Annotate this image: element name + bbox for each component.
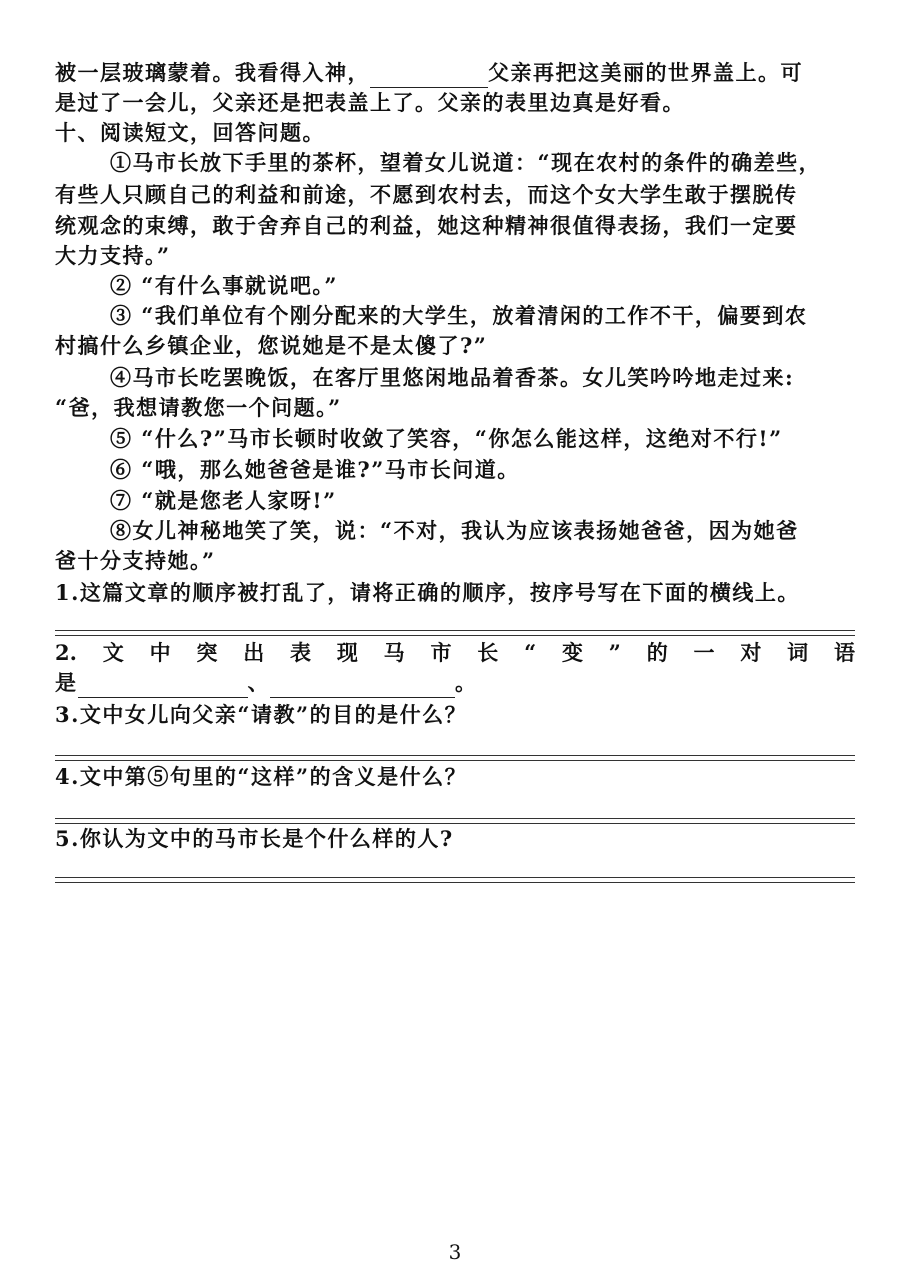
section-heading: 十、阅读短文，回答问题。 — [55, 120, 325, 145]
question-2-char: 对 — [740, 640, 762, 665]
question-2-char: ” — [608, 640, 621, 665]
prev-passage-text-before: 被一层玻璃蒙着。我看得入神， — [55, 60, 370, 85]
question-2-char: 文 — [102, 640, 124, 665]
question-2-char: 市 — [430, 640, 452, 665]
prev-passage-blank[interactable] — [370, 65, 488, 88]
question-2-char: 词 — [787, 640, 809, 665]
paragraph-7-line-1: ⑦ “就是您老人家呀!” — [110, 488, 337, 513]
question-5: 5.你认为文中的马市长是个什么样的人? — [55, 826, 454, 851]
question-2-char: 2. — [55, 640, 77, 665]
question-2-line-1 — [55, 638, 855, 668]
question-4: 4.文中第⑤句里的“这样”的含义是什么？ — [55, 764, 468, 789]
question-2-end: 。 — [455, 670, 478, 695]
paragraph-3-line-2: 村搞什么乡镇企业，您说她是不是太傻了?” — [55, 333, 488, 358]
question-2-char: 变 — [561, 640, 583, 665]
prev-passage-line-1 — [55, 58, 803, 88]
question-2-char: 突 — [196, 640, 218, 665]
question-2-char: 一 — [693, 640, 715, 665]
paragraph-8-line-1: ⑧女儿神秘地笑了笑，说：“不对，我认为应该表扬她爸爸，因为她爸 — [110, 518, 799, 543]
paragraph-1-line-1: ①马市长放下手里的茶杯，望着女儿说道：“现在农村的条件的确差些， — [110, 150, 822, 175]
question-2-char: 语 — [833, 640, 855, 665]
page-number: 3 — [448, 1240, 462, 1264]
question-2-char: 出 — [243, 640, 265, 665]
question-2-blank-1[interactable] — [78, 675, 248, 698]
question-2-char: 中 — [149, 640, 171, 665]
paragraph-4-line-2: “爸，我想请教您一个问题。” — [55, 395, 342, 420]
question-2-blank-2[interactable] — [270, 675, 455, 698]
question-3: 3.文中女儿向父亲“请教”的目的是什么？ — [55, 702, 468, 727]
question-2-separator: 、 — [247, 670, 270, 695]
paragraph-1-line-2: 有些人只顾自己的利益和前途，不愿到农村去，而这个女大学生敢于摆脱传 — [55, 182, 798, 207]
paragraph-6-line-1: ⑥ “哦，那么她爸爸是谁?”马市长问道。 — [110, 457, 520, 482]
question-2-char: 马 — [383, 640, 405, 665]
paragraph-1-line-3: 统观念的束缚，敢于舍弃自己的利益，她这种精神很值得表扬，我们一定要 — [55, 213, 798, 238]
paragraph-1-line-4: 大力支持。” — [55, 243, 171, 268]
question-3-answer-line[interactable] — [55, 755, 855, 761]
question-2-char: “ — [524, 640, 537, 665]
paragraph-3-line-1: ③ “我们单位有个刚分配来的大学生，放着清闲的工作不干，偏要到农 — [110, 303, 808, 328]
paragraph-2-line-1: ② “有什么事就说吧。” — [110, 273, 338, 298]
paragraph-5-line-1: ⑤ “什么?”马市长顿时收敛了笑容，“你怎么能这样，这绝对不行!” — [110, 426, 783, 451]
paragraph-4-line-1: ④马市长吃罢晚饭，在客厅里悠闲地品着香茶。女儿笑吟吟地走过来: — [110, 365, 795, 390]
question-2-char: 现 — [336, 640, 358, 665]
question-2-char: 表 — [290, 640, 311, 665]
question-2-char: 的 — [646, 640, 668, 665]
prev-passage-text-after: 父亲再把这美丽的世界盖上。可 — [488, 60, 803, 85]
question-2-line-2 — [55, 668, 478, 698]
question-5-answer-line[interactable] — [55, 877, 855, 883]
question-1-answer-line[interactable] — [55, 630, 855, 636]
question-2-char: 长 — [477, 640, 499, 665]
paragraph-8-line-2: 爸十分支持她。” — [55, 548, 216, 573]
question-2-prefix: 是 — [55, 670, 78, 695]
prev-passage-line-2: 是过了一会儿，父亲还是把表盖上了。父亲的表里边真是好看。 — [55, 90, 685, 115]
question-1: 1.这篇文章的顺序被打乱了，请将正确的顺序，按序号写在下面的横线上。 — [55, 580, 800, 605]
